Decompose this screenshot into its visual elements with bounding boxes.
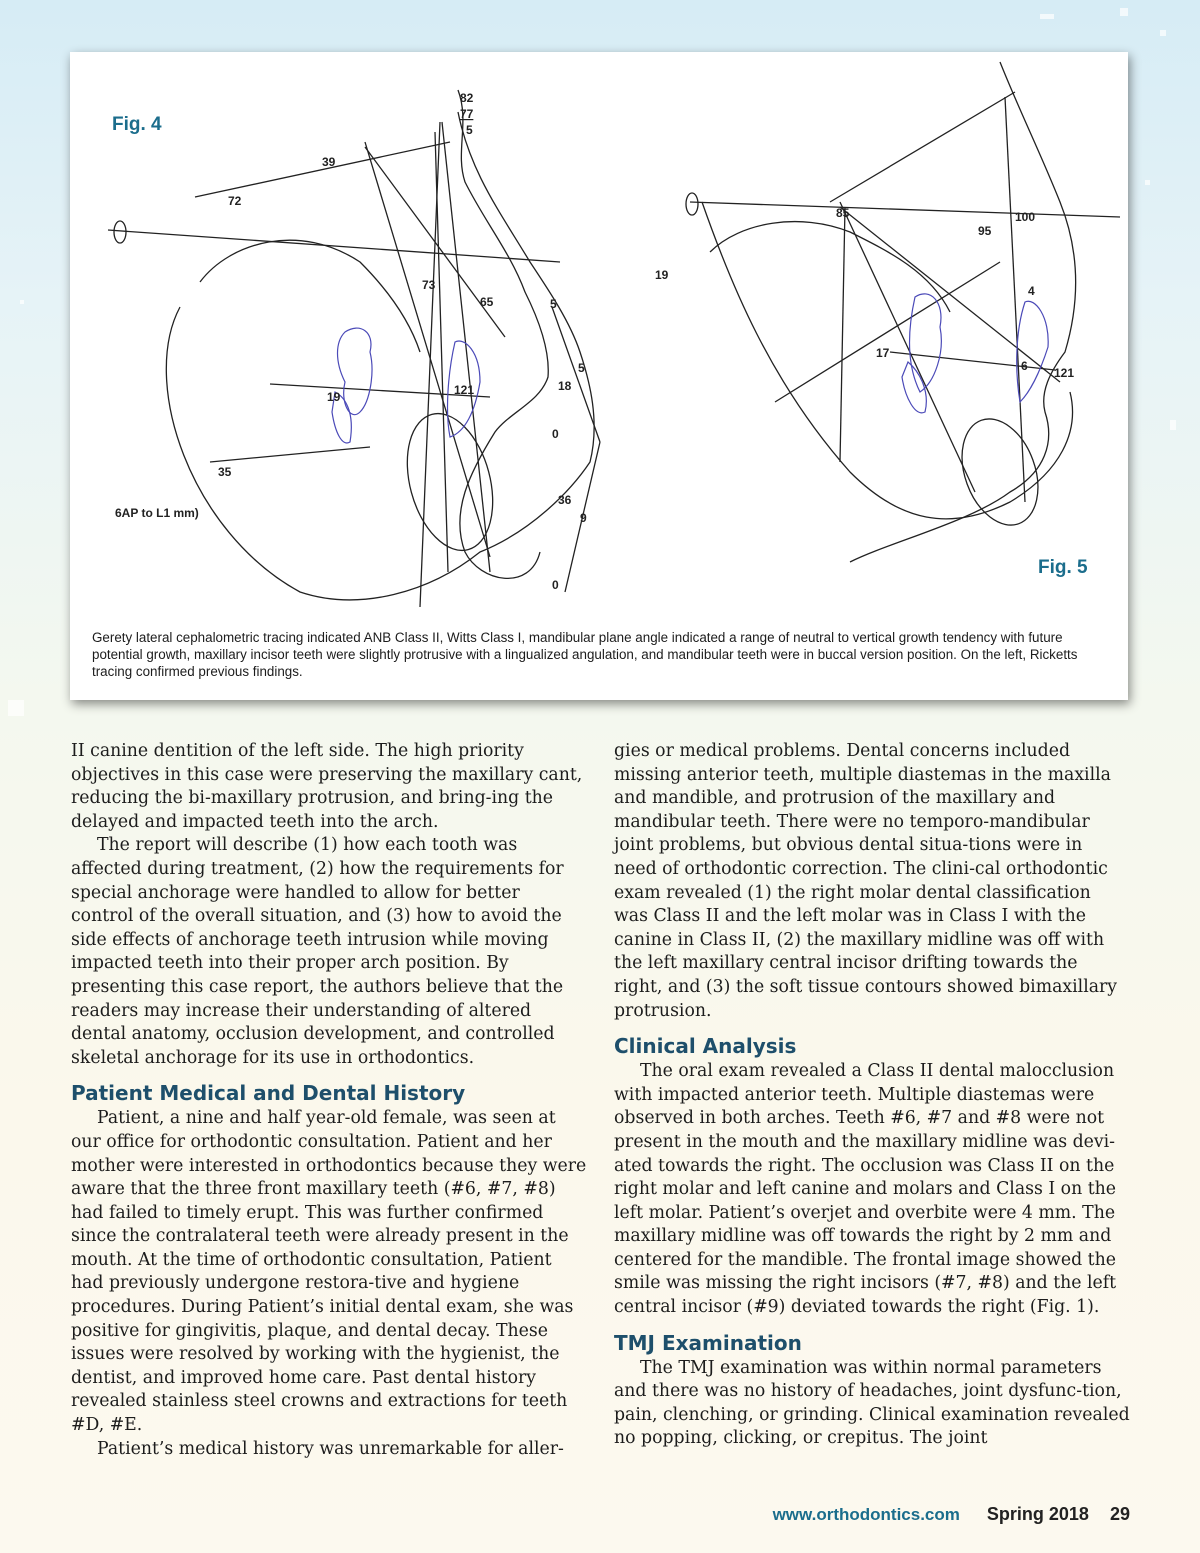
paragraph: The TMJ examination was within normal parameters and there was no history of headaches, joint dysfunc-tion, pain, clenching, or grinding. Clinical examination revealed no popping, clicking, or crepitus. The joint [614,1357,1130,1449]
fig5-value-4: 4 [1028,284,1035,298]
background-sparkle [1120,8,1128,16]
fig4-label: Fig. 4 [112,114,162,135]
fig5-inner-contour [710,222,950,312]
fig4-frankfort-line [195,142,450,197]
fig4-value-35: 35 [218,465,232,479]
fig4-value-77: 77 [460,107,474,121]
fig5-value-121: 121 [1054,366,1075,380]
figure-panel [70,52,1128,700]
paragraph: Patient’s medical history was unremarkable for aller- [97,1438,564,1459]
fig4-value-39: 39 [322,155,336,169]
page-number: 29 [1109,1504,1130,1524]
page-footer [773,1504,1130,1525]
paragraph: II canine dentition of the left side. The high priority objectives in this case were preserving the maxillary cant, reducing the bi-maxillary protrusion, and bring-ing the delayed and impacted teeth into the arch. [71,741,583,832]
fig5-vertical-line [1005,97,1025,502]
paragraph: The report will describe (1) how each tooth was affected during treatment, (2) how the requirements for special anchorage were handled to allow for better control of the overall situation, and (3) how to avoid the side effects of anchorage teeth intrusion while moving impacted teeth into their proper arch position. By presenting this case report, the authors believe that the readers may increase their understanding of altered dental anatomy, occlusion development, and controlled skeletal anchorage for its use in orthodontics. [71,835,564,1068]
issue-label: Spring 2018 [986,1504,1089,1524]
background-sparkle [1040,14,1054,19]
fig5-occlusal-line [890,352,1055,370]
paragraph: gies or medical problems. Dental concerns included missing anterior teeth, multiple diastemas in the maxilla and mandible, and protrusion of the maxillary and mandibular teeth. There were no temporo-mandibular joint problems, but obvious dental situa-tions were in need of orthodontic correction. The clini-cal orthodontic exam revealed (1) the right molar dental classification was Class II and the left molar was in Class I with the canine in Class II, (2) the maxillary midline was off with the left maxillary central incisor drifting towards the right, and (3) the soft tissue contours showed bimaxillary protrusion. [614,741,1118,1021]
fig5-ear-rod [686,193,698,215]
fig4-chin [393,404,507,560]
fig5-value-19: 19 [655,268,669,282]
fig5-mandibular-line [775,262,1000,402]
fig4-sn-line [108,230,560,262]
fig4-value-5b: 5 [578,361,585,375]
fig4-value-18: 18 [558,379,572,393]
fig5-value-95: 95 [978,224,992,238]
fig5-value-6: 6 [1021,359,1028,373]
fig4-value-5-top: 5 [466,123,473,137]
fig5-b-line [840,207,845,462]
fig4-value-73: 73 [422,278,436,292]
paragraph: The oral exam revealed a Class II dental malocclusion with impacted anterior teeth. Multiple diastemas were observed in both arches. Teeth #6, #7 and #8 were not present in the mouth and the maxillary midline was devi-ated towards the right. The occlusion was Class II on the right molar and left canine and molars and Class I on the left molar. Patient’s overjet and overbite were 4 mm. The maxillary midline was off towards the right by 2 mm and centered for the mandible. The frontal image showed the smile was missing the right incisors (#7, #8) and the left central incisor (#9) deviated towards the right (Fig. 1). [614,1061,1117,1318]
right-column [614,740,1130,1451]
fig4-mandibular-line [210,447,370,462]
fig4-ear-rod [114,221,126,243]
fig4-value-82: 82 [460,91,474,105]
fig5-a-line [840,202,975,492]
fig4-vertical-line [435,132,448,572]
fig5-sn-line [690,202,1120,217]
left-column [71,740,587,1461]
fig4-tooth-molar [338,328,372,415]
fig4-value-36: 36 [558,493,572,507]
fig5-value-85: 85 [836,206,850,220]
fig5-n-line [830,92,1015,202]
background-sparkle [20,300,24,304]
fig4-value-9: 9 [580,511,587,525]
cephalometric-tracing [70,52,1128,622]
fig4-value-121: 121 [454,383,475,397]
fig4-value-0b: 0 [552,578,559,592]
background-sparkle [1160,30,1166,36]
background-sparkle [1145,180,1150,185]
fig4-a-line [442,122,490,572]
background-sparkle [1170,420,1176,430]
fig4-value-65: 65 [480,295,494,309]
website-link[interactable]: www.orthodontics.com [772,1505,960,1524]
fig4-value-0a: 0 [552,427,559,441]
fig4-ap-note: 6AP to L1 mm) [115,506,199,520]
section-heading-tmj: TMJ Examination [614,1330,802,1355]
fig5-value-17: 17 [876,346,890,360]
background-sparkle [8,700,24,716]
fig5-tooth-root [902,362,926,413]
fig4-inner-contour [200,240,420,352]
section-heading-clinical: Clinical Analysis [614,1034,797,1059]
fig5-label: Fig. 5 [1038,557,1088,578]
section-heading-history: Patient Medical and Dental History [71,1081,466,1106]
fig4-ricketts-line [552,307,600,442]
fig4-skull-outline [166,112,594,600]
paragraph: Patient, a nine and half year-old female, was seen at our office for orthodontic consultation. Patient and her mother were interested in orthodontics because they were aware that the three front maxillary teeth (#6, #7, #8) had failed to timely erupt. This was further confirmed since the contralateral teeth were already present in the mouth. At the time of orthodontic consultation, Patient had previously undergone restora-tive and hygiene procedures. During Patient’s initial dental exam, she was positive for gingivitis, plaque, and dental decay. These issues were resolved by working with the hygienist, the dentist, and improved home care. Past dental history revealed stainless steel crowns and extractions for teeth #D, #E. [71,1108,587,1436]
figure-caption: Gerety lateral cephalometric tracing indicated ANB Class II, Witts Class I, mandibular plane angle indicated a range of neutral to vertical growth tendency with future potential growth, maxillary incisor teeth were slightly protrusive with a lingualized angulation, and mandibular teeth were in buccal version position. On the left, Ricketts tracing confirmed previous findings. [92,630,1078,679]
fig5-value-100: 100 [1015,210,1036,224]
fig5-facial-line [840,207,1060,382]
fig4-value-19: 19 [327,390,341,404]
fig4-value-5a: 5 [550,297,557,311]
fig4-value-72: 72 [228,194,242,208]
